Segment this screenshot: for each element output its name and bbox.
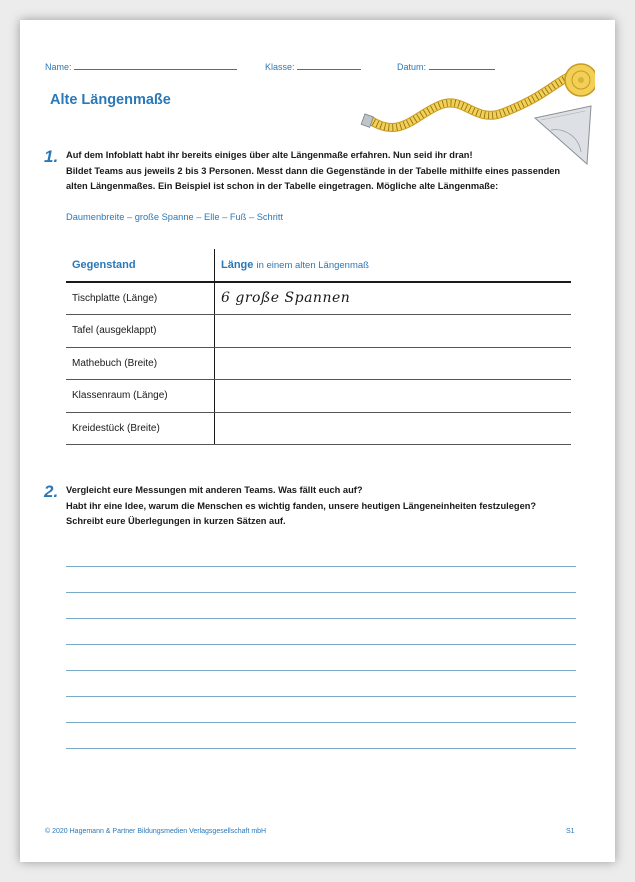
task-1-text <box>66 148 560 195</box>
table-cell-length[interactable] <box>215 347 572 380</box>
table-cell-object: Mathebuch (Breite) <box>66 347 215 380</box>
name-label: Name: <box>45 62 72 72</box>
col-header-length-sub: in einem alten Längenmaß <box>256 259 369 271</box>
table-row <box>66 282 571 315</box>
table-cell-length[interactable] <box>215 380 572 413</box>
table-row <box>66 347 571 380</box>
writing-line[interactable] <box>66 618 576 619</box>
task-1-line: alten Längenmaßes. Ein Beispiel ist schon in der Tabelle eingetragen. Mögliche alte Längenmaße: <box>66 181 499 191</box>
worksheet-page <box>20 20 615 862</box>
tape-measure-icon <box>355 40 595 165</box>
table-cell-length[interactable] <box>215 412 572 445</box>
table-cell-length[interactable] <box>215 315 572 348</box>
footer-copyright: © 2020 Hagemann & Partner Bildungsmedien Verlagsgesellschaft mbH <box>45 828 267 835</box>
task-2-line: Habt ihr eine Idee, warum die Menschen es wichtig fanden, unsere heutigen Längeneinheiten festzulegen? <box>66 500 537 511</box>
table-header-row <box>66 249 571 282</box>
klasse-field[interactable] <box>265 60 361 72</box>
writing-line[interactable] <box>66 670 576 671</box>
measurement-table <box>66 249 571 445</box>
klasse-label: Klasse: <box>265 62 295 72</box>
writing-line[interactable] <box>66 696 576 697</box>
table-cell-object: Kreidestück (Breite) <box>66 412 215 445</box>
task-2-text <box>66 483 536 530</box>
task-2-line: Schreibt eure Überlegungen in kurzen Sätzen auf. <box>66 516 286 526</box>
writing-line[interactable] <box>66 592 576 593</box>
writing-line[interactable] <box>66 566 576 567</box>
task-2-number: 2. <box>44 482 59 501</box>
datum-label: Datum: <box>397 62 427 72</box>
task-1-line: Bildet Teams aus jeweils 2 bis 3 Personen. Messt dann die Gegenstände in der Tabelle mithilfe eines passenden <box>66 165 561 176</box>
col-header-length-label: Länge <box>221 258 254 271</box>
table-row <box>66 380 571 413</box>
writing-line[interactable] <box>66 748 576 749</box>
table-cell-length[interactable]: 6 große Spannen <box>215 282 572 315</box>
writing-line[interactable] <box>66 722 576 723</box>
table-row <box>66 412 571 445</box>
table-row <box>66 315 571 348</box>
length-units-list: Daumenbreite – große Spanne – Elle – Fuß – Schritt <box>66 212 284 222</box>
col-header-length <box>215 249 572 282</box>
col-header-object: Gegenstand <box>66 249 215 282</box>
name-line <box>74 60 237 70</box>
table-cell-object: Tafel (ausgeklappt) <box>66 315 215 348</box>
klasse-line <box>297 60 361 70</box>
writing-line[interactable] <box>66 644 576 645</box>
task-1-line: Auf dem Infoblatt habt ihr bereits einiges über alte Längenmaße erfahren. Nun seid ihr dran! <box>66 150 473 160</box>
task-1-number: 1. <box>44 147 59 166</box>
table-cell-object: Klassenraum (Länge) <box>66 380 215 413</box>
page-title: Alte Längenmaße <box>50 92 171 108</box>
name-field[interactable] <box>45 60 237 72</box>
task-2-line: Vergleicht eure Messungen mit anderen Teams. Was fällt euch auf? <box>66 485 363 495</box>
table-cell-object: Tischplatte (Länge) <box>66 282 215 315</box>
page-number: S1 <box>566 828 575 835</box>
